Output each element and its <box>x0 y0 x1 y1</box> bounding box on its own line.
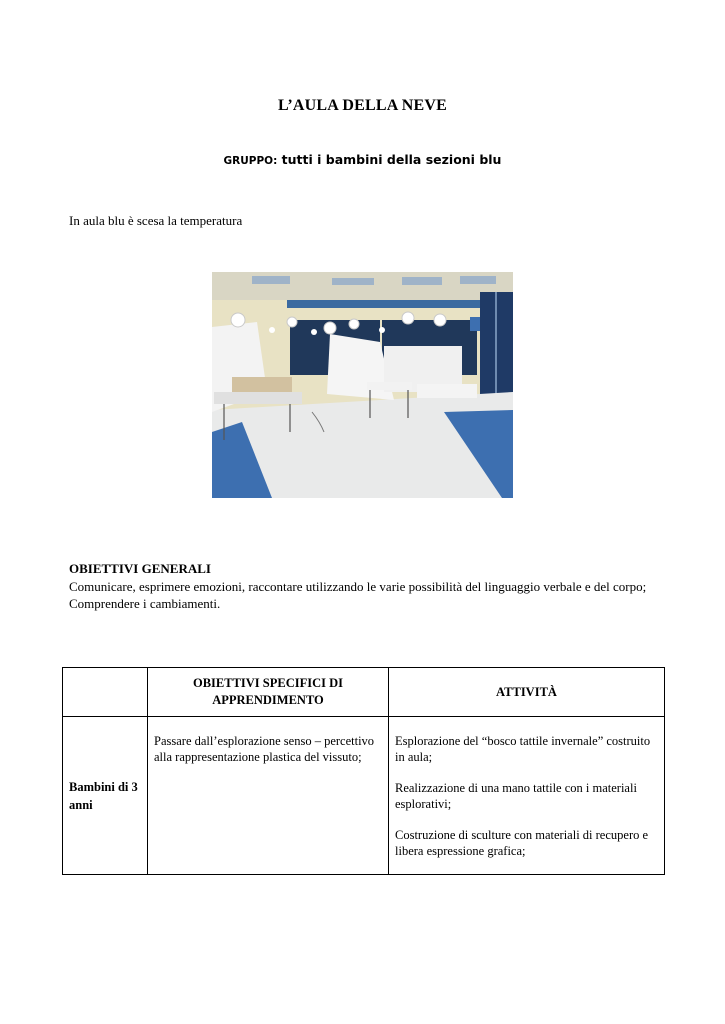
objective-line: Comunicare, esprimere emozioni, raccontare utilizzando le varie possibilità del linguaggio verbale e del corpo; <box>69 579 647 594</box>
activity-item: Realizzazione di una mano tattile con i materiali esplorativi; <box>395 781 637 811</box>
document-title: L’AULA DELLA NEVE <box>277 97 448 114</box>
group-value: tutti i bambini della sezioni blu <box>281 152 502 167</box>
header-objectives: OBIETTIVI SPECIFICI DI APPRENDIMENTO <box>148 668 389 717</box>
header-empty <box>63 668 148 717</box>
intro-text: In aula blu è scesa la temperatura <box>69 213 243 228</box>
row-label: Bambini di 3 anni <box>63 717 148 875</box>
table-row <box>63 717 665 875</box>
objectives-table <box>62 667 665 875</box>
row-activities <box>389 717 665 875</box>
objectives-heading: OBIETTIVI GENERALI <box>69 561 211 576</box>
table-header-row <box>63 668 665 717</box>
header-activities: ATTIVITÀ <box>389 668 665 717</box>
activity-item: Esplorazione del “bosco tattile invernale” costruito in aula; <box>395 734 651 764</box>
classroom-photo <box>212 272 513 498</box>
row-objective: Passare dall’esplorazione senso – percettivo alla rappresentazione plastica del vissuto; <box>148 717 389 875</box>
objectives-body <box>69 578 649 612</box>
group-label: GRUPPO: <box>223 155 278 167</box>
group-line <box>0 152 725 167</box>
objective-line: Comprendere i cambiamenti. <box>69 596 221 611</box>
activity-item: Costruzione di sculture con materiali di recupero e libera espressione grafica; <box>395 828 649 858</box>
